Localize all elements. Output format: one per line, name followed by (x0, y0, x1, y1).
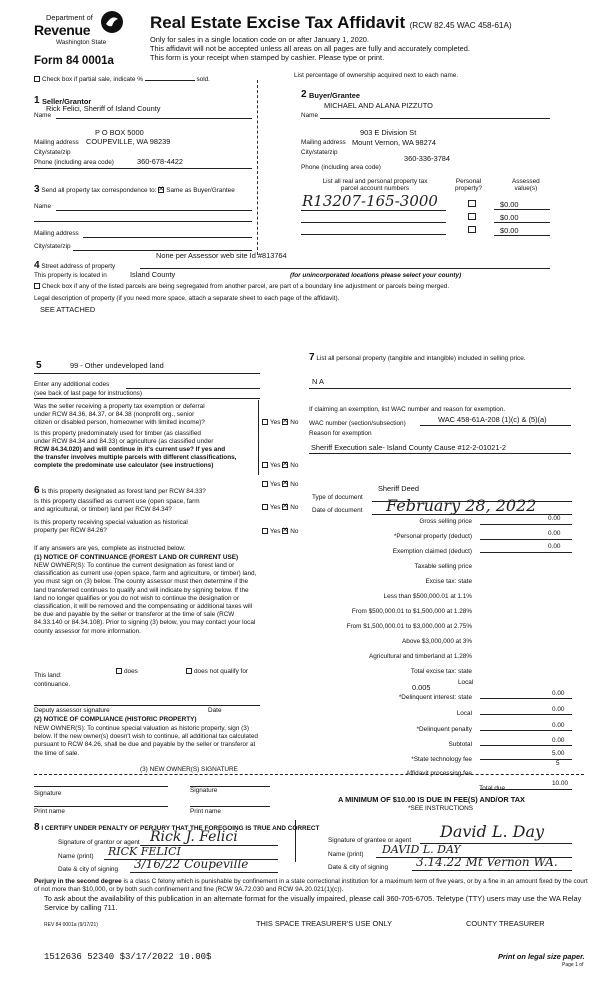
reason-label: Reason for exemption (309, 430, 372, 437)
exemption-question (34, 403, 205, 427)
legal-label: Legal description of property (if you need more space, attach a separate sheet to each page of the affidavit). (34, 295, 340, 302)
corr-city-label: City/state/zip (34, 243, 71, 250)
dept-line3: Washington State (56, 39, 107, 46)
grantee-name-label: Name (print) (328, 851, 364, 858)
tech-fee-label: *State technology fee (411, 756, 472, 763)
segregated-checkbox[interactable] (34, 283, 40, 289)
q6-2-yes-label: Yes (270, 504, 281, 511)
partial-sale-row (34, 76, 210, 83)
q6-3-line2: property per RCW 84.26? (34, 527, 107, 534)
does-option (116, 668, 138, 675)
codes-note: (see back of last page for instructions) (34, 390, 142, 397)
owner-print-label-1: Print name (34, 808, 65, 815)
exemption-deduct-value[interactable]: 0.00 (548, 543, 561, 550)
q6-2-yes-checkbox[interactable] (262, 504, 268, 510)
section7-text: List all personal property (tangible and intangible) included in selling price. (316, 355, 526, 362)
rate4-label: Above $3,000,000 at 3% (402, 638, 472, 645)
delinq-state-value[interactable]: 0.00 (552, 690, 565, 697)
buyer-name-value[interactable]: MICHAEL AND ALANA PIZZUTO (324, 101, 433, 110)
parcel-header-2: parcel account numbers (340, 185, 410, 192)
street-label: Street address of property (41, 263, 116, 270)
personal-property-checkbox-3[interactable] (468, 226, 476, 233)
new-owner-sig-title: (3) NEW OWNER(S) SIGNATURE (140, 766, 238, 773)
delinq-penalty-value[interactable]: 0.00 (552, 722, 565, 729)
does-checkbox[interactable] (116, 668, 122, 674)
q6-2-line1: Is this property classified as current use (open space, farm (34, 498, 200, 505)
delinq-penalty-label: *Delinquent penalty (416, 726, 472, 733)
buyer-city-label: City/state/zip (301, 149, 338, 156)
grantee-date-label: Date & city of signing (328, 864, 389, 871)
seller-phone-value[interactable]: 360-678-4422 (137, 157, 184, 166)
q6-1-yes-checkbox[interactable] (262, 481, 268, 487)
q6-1-yes-label: Yes (270, 481, 281, 488)
q2-line4: the transfer involves multiple parcels with different classifications, (34, 454, 237, 461)
correspondence-label: Send all property tax correspondence to: (41, 187, 157, 194)
grantor-name-label: Name (print) (58, 853, 94, 860)
form-title (150, 13, 512, 33)
seller-mailing-value[interactable]: P O BOX 5000 (95, 128, 144, 137)
owner-sig-label-1: Signature (34, 790, 62, 797)
does-label: does (124, 668, 138, 675)
parcel-header-1: List all real and personal property tax (322, 178, 428, 185)
personal-property-checkbox-1[interactable] (468, 200, 476, 207)
buyer-phone-label: Phone (including area code) (301, 164, 381, 171)
doc-type-label: Type of document (312, 494, 363, 501)
q2-line2: under RCW 84.34 and 84.33) or agriculture (as classified under (34, 438, 214, 445)
q1-line3: citizen or disabled person, homeowner with limited income)? (34, 419, 205, 426)
accessibility-note: To ask about the availability of this publication in an alternate format for the visually impaired, please call 360-705-6705. Teletype (TTY) users may use the WA Relay Service by calling 711. (44, 894, 582, 912)
seller-city-label: City/state/zip (34, 149, 71, 156)
q2-no-label: No (290, 462, 299, 469)
q6-1-label: Is this property designated as forest land per RCW 84.33? (41, 488, 206, 495)
buyer-phone-value[interactable]: 360-336-3784 (404, 154, 451, 163)
gross-value[interactable]: 0.00 (548, 515, 561, 522)
section8-number: 8 (34, 822, 40, 833)
delinq-state-label: *Delinquent interest: state (398, 694, 472, 701)
q6-2-no-checkbox[interactable] (282, 504, 288, 510)
certify-label: I CERTIFY UNDER PENALTY OF PERJURY THAT THE FOREGOING IS TRUE AND CORRECT (41, 825, 320, 832)
q1-yes-no (262, 419, 298, 426)
sold-label: sold. (196, 76, 210, 83)
buyer-mailing-value[interactable]: 903 E Division St (360, 128, 417, 137)
segregated-label: Check box if any of the listed parcels are being segregated from another parcel, are part of a boundary line adjustment or parcels being merged. (42, 283, 450, 290)
legal-value[interactable]: SEE ATTACHED (40, 305, 96, 314)
form-number: Form 84 0001a (34, 55, 114, 67)
personal-deduct-value[interactable]: 0.00 (548, 530, 561, 537)
seller-city-value[interactable]: COUPEVILLE, WA 98239 (86, 137, 171, 146)
street-value[interactable]: None per Assessor web site Id #813764 (156, 251, 287, 260)
q2-line5: complete the predominate use calculator (see instructions) (34, 462, 214, 469)
local2-label: Local (456, 710, 472, 717)
parcel-header (312, 178, 438, 192)
total-due-value[interactable]: 10.00 (552, 780, 568, 787)
perjury-bold: Perjury in the second degree (34, 878, 122, 885)
gross-label: Gross selling price (419, 518, 472, 525)
wa-state-icon (100, 10, 124, 34)
personal-property-value[interactable]: N A (312, 377, 324, 386)
section1-number: 1 (34, 95, 40, 106)
grantor-signature[interactable]: Rick J. Felici (150, 829, 238, 845)
doc-date-value[interactable]: February 28, 2022 (386, 496, 537, 515)
assessed-header (512, 178, 540, 192)
q6-3-yes-no (262, 528, 298, 535)
total-due-label: Total due (479, 785, 505, 792)
does-not-checkbox[interactable] (186, 668, 192, 674)
section7-number: 7 (309, 352, 315, 363)
q6-1-no-checkbox[interactable] (282, 481, 288, 487)
q6-1-yes-no (262, 481, 298, 488)
seller-name-value[interactable]: Rick Felici, Sheriff of Island County (46, 104, 161, 113)
corr-name-label: Name (34, 203, 52, 210)
rev-number: REV 84 0001a (9/17/21) (44, 922, 98, 928)
grantor-sig-label: Signature of grantor or agent (58, 839, 140, 846)
grantor-date-label: Date & city of signing (58, 866, 119, 873)
section6-number: 6 (34, 485, 40, 496)
same-as-buyer-checkbox[interactable] (158, 187, 164, 193)
owner-sig-label-2: Signature (190, 787, 218, 794)
located-label: This property is located in (34, 272, 107, 279)
seller-phone-label: Phone (including area code) (34, 159, 114, 166)
assessed-header-1: Assessed (512, 178, 540, 185)
tech-fee-value[interactable]: 5.00 (552, 750, 565, 757)
rate5-label: Agricultural and timberland at 1.28% (368, 653, 472, 660)
seller-mailing-label: Mailing address (34, 139, 79, 146)
exemption-claim-label: If claiming an exemption, list WAC number and reason for exemption. (309, 406, 506, 413)
q6-1-row (34, 485, 206, 496)
seller-heading: Seller/Grantor (42, 97, 92, 106)
assessed-value-3[interactable]: $0.00 (500, 226, 519, 235)
header-note2: This affidavit will not be accepted unless all areas on all pages are fully and accurately completed. (150, 44, 470, 53)
q2-yes-label: Yes (270, 462, 281, 469)
grantor-date-value[interactable]: 3/16/22 Coupeville (134, 857, 249, 871)
notice1-body: NEW OWNER(S): To continue the current designation as forest land or classification as current use (open space, farm and agriculture, or timber) land, you must sign on (3) below. The county assessor must then determine if the land transferred continues to qualify and will indicate by signing below. If the land no longer qualifies or you do not wish to continue the designation or classification, it will be removed and the compensating or additional taxes will be due and payable by the seller or transferor at the time of sale (RCW 84.33.140 or 84.34.108). Prior to signing (3) below, you may contact your local county assessor for more information. (34, 562, 257, 635)
assessed-value-1[interactable]: $0.00 (500, 200, 519, 209)
personal-property-checkbox-2[interactable] (468, 213, 476, 220)
buyer-city-value[interactable]: Mount Vernon, WA 98274 (352, 138, 436, 147)
does-not-option (186, 668, 248, 675)
timber-question (34, 430, 236, 470)
deputy-sig-label: Deputy assessor signature (34, 707, 110, 714)
legal-size-note: Print on legal size paper. (498, 952, 585, 961)
local-label: Local (458, 679, 474, 686)
q1-line1: Was the seller receiving a property tax exemption or deferral (34, 403, 205, 410)
excise-state-label: Excise tax: state (425, 578, 472, 585)
q1-line2: under RCW 84.36, 84.37, or 84.38 (nonprofit org., senior (34, 411, 195, 418)
perjury-text: is a class C felony which is punishable by confinement in a state correctional institution for a maximum term of five years, or by a fine in an amount fixed by the court of not more than $10,000, or by both such confinement and fine (RCW 9A.72.030 and RCW 9A.20.021(1)(c)). (34, 878, 588, 893)
assessed-value-2[interactable]: $0.00 (500, 213, 519, 222)
header-note1: Only for sales in a single location code on or after January 1, 2020. (150, 35, 369, 44)
land-use-value[interactable]: 99 - Other undeveloped land (70, 361, 164, 370)
notice1-title: (1) NOTICE OF CONTINUANCE (FOREST LAND OR CURRENT USE) (34, 554, 239, 561)
reason-value[interactable]: Sheriff Execution sale- Island County Cause #12-2-01021-2 (311, 443, 507, 452)
subtotal-value[interactable]: 0.00 (552, 737, 565, 744)
q6-3-line1: Is this property receiving special valuation as historical (34, 519, 188, 526)
q6-2-line2: and agricultural, or timber) land per RCW 84.34? (34, 506, 172, 513)
codes-label: Enter any additional codes (34, 381, 110, 388)
doc-type-value[interactable]: Sheriff Deed (378, 484, 419, 493)
dept-line1: Department of (46, 13, 93, 22)
street-row: 4 Street address of property (34, 260, 116, 271)
deputy-date-label: Date (208, 707, 222, 714)
located-value[interactable]: Island County (130, 270, 176, 279)
title-text: Real Estate Excise Tax Affidavit (150, 13, 406, 32)
header-note3 (150, 53, 384, 62)
wac-label: WAC number (section/subsection) (309, 420, 406, 427)
grantee-sig-label: Signature of grantee or agent (328, 837, 412, 844)
same-as-buyer-label: Same as Buyer/Grantee (166, 187, 235, 194)
notice2-title: (2) NOTICE OF COMPLIANCE (HISTORIC PROPERTY) (34, 716, 197, 723)
continuance-label: continuance. (34, 681, 71, 688)
buyer-heading: Buyer/Grantee (309, 91, 360, 100)
total-state-label: Total excise tax: state (410, 668, 472, 675)
q2-yes-checkbox[interactable] (262, 462, 268, 468)
section7-label (309, 354, 574, 364)
corr-mailing-label: Mailing address (34, 230, 79, 237)
q6-1-no-label: No (290, 481, 299, 488)
grantee-date-value[interactable]: 3.14.22 Mt Vernon WA. (416, 855, 558, 869)
q6-3-no-checkbox[interactable] (282, 528, 288, 534)
section5-number: 5 (36, 360, 42, 371)
rate2-label: From $500,000.01 to $1,500,000 at 1.28% (351, 608, 472, 615)
q1-yes-checkbox[interactable] (262, 419, 268, 425)
segregated-row (34, 283, 449, 290)
does-not-label: does not qualify for (194, 668, 248, 675)
personal-deduct-label: *Personal property (deduct) (393, 533, 472, 540)
minimum-note: A MINIMUM OF $10.00 IS DUE IN FEE(S) AND/OR TAX (338, 795, 525, 804)
dept-line2: Revenue (34, 22, 91, 38)
personal-header-2: property? (455, 185, 482, 192)
q6-3-no-label: No (290, 528, 299, 535)
personal-header (455, 178, 482, 192)
affidavit-fee-value[interactable]: 5 (556, 760, 560, 767)
q6-2-yes-no (262, 504, 298, 511)
rate1-label: Less than $500,000.01 at 1.1% (383, 593, 472, 600)
q1-no-checkbox[interactable] (282, 419, 288, 425)
q6-3 (34, 519, 188, 535)
taxable-label: Taxable selling price (414, 563, 472, 570)
owner-print-label-2: Print name (190, 808, 221, 815)
q2-no-checkbox[interactable] (282, 462, 288, 468)
q2-line1: Is this property predominately used for timber (as classified (34, 430, 201, 437)
grantee-signature[interactable]: David L. Day (440, 822, 545, 841)
subtotal-label: Subtotal (448, 741, 472, 748)
q6-3-yes-label: Yes (270, 528, 281, 535)
grantee-name-value[interactable]: DAVID L. DAY (382, 843, 461, 856)
grantor-name-value[interactable]: RICK FELICI (108, 845, 181, 858)
local-rate: 0.005 (412, 683, 431, 692)
rate3-label: From $1,500,000.01 to $3,000,000 at 2.75% (346, 623, 472, 630)
buyer-mailing-label: Mailing address (301, 139, 346, 146)
page-number: Page 1 of (562, 962, 584, 968)
q6-2-no-label: No (290, 504, 299, 511)
q1-no-label: No (290, 419, 299, 426)
partial-sale-label: Check box if partial sale, indicate % (42, 76, 143, 83)
cashier-stamp: 1512636 52340 $3/17/2022 10.00$ (44, 952, 212, 962)
personal-header-1: Personal (455, 178, 482, 185)
assessed-header-2: value(s) (514, 185, 538, 192)
q1-yes-label: Yes (270, 419, 281, 426)
parcel-number-value[interactable]: R13207-165-3000 (302, 192, 438, 210)
wac-value[interactable]: WAC 458-61A-208 (1)(c) & (5)(a) (438, 415, 547, 424)
perjury-note (34, 878, 592, 893)
partial-sale-checkbox[interactable] (34, 76, 40, 82)
exemption-deduct-label: Exemption claimed (deduct) (392, 548, 472, 555)
rcw-ref: (RCW 82.45 WAC 458-61A) (409, 21, 512, 30)
notice2-body: NEW OWNER(S): To continue special valuation as historic property, sign (3) below. If the new owner(s) doesn't wish to continue, all additional tax calculated pursuant to RCW 84.26, shall be due and payable by the seller or transferor at the time of sale. (34, 725, 258, 757)
q6-2 (34, 498, 200, 514)
seller-name-label: Name (34, 112, 52, 119)
see-instructions: *SEE INSTRUCTIONS (408, 805, 473, 812)
treasurer-use: THIS SPACE TREASURER'S USE ONLY (256, 919, 393, 928)
unincorporated-note: (for unincorporated locations please select your county) (290, 272, 462, 279)
q2-line3: RCW 84.34.020) and will continue in it's current use? If yes and (34, 446, 226, 453)
if-yes-note: If any answers are yes, complete as instructed below. (34, 545, 186, 552)
doc-date-label: Date of document (312, 507, 363, 514)
buyer-name-label: Name (301, 112, 319, 119)
header-note3-text: This form is your receipt when stamped by cashier. Please type or print. (150, 53, 385, 62)
county-treasurer: COUNTY TREASURER (466, 919, 545, 928)
q2-yes-no (262, 462, 298, 469)
section3-row: 3 Send all property tax correspondence to: ✕ Same as Buyer/Grantee (34, 184, 235, 195)
affidavit-fee-label: Affidavit processing fee (406, 770, 472, 777)
local2-value[interactable]: 0.00 (552, 706, 565, 713)
section2-number: 2 (301, 89, 307, 100)
this-land-label: This land: (34, 672, 62, 679)
pct-ownership-note: List percentage of ownership acquired next to each name. (294, 72, 459, 79)
q6-3-yes-checkbox[interactable] (262, 528, 268, 534)
